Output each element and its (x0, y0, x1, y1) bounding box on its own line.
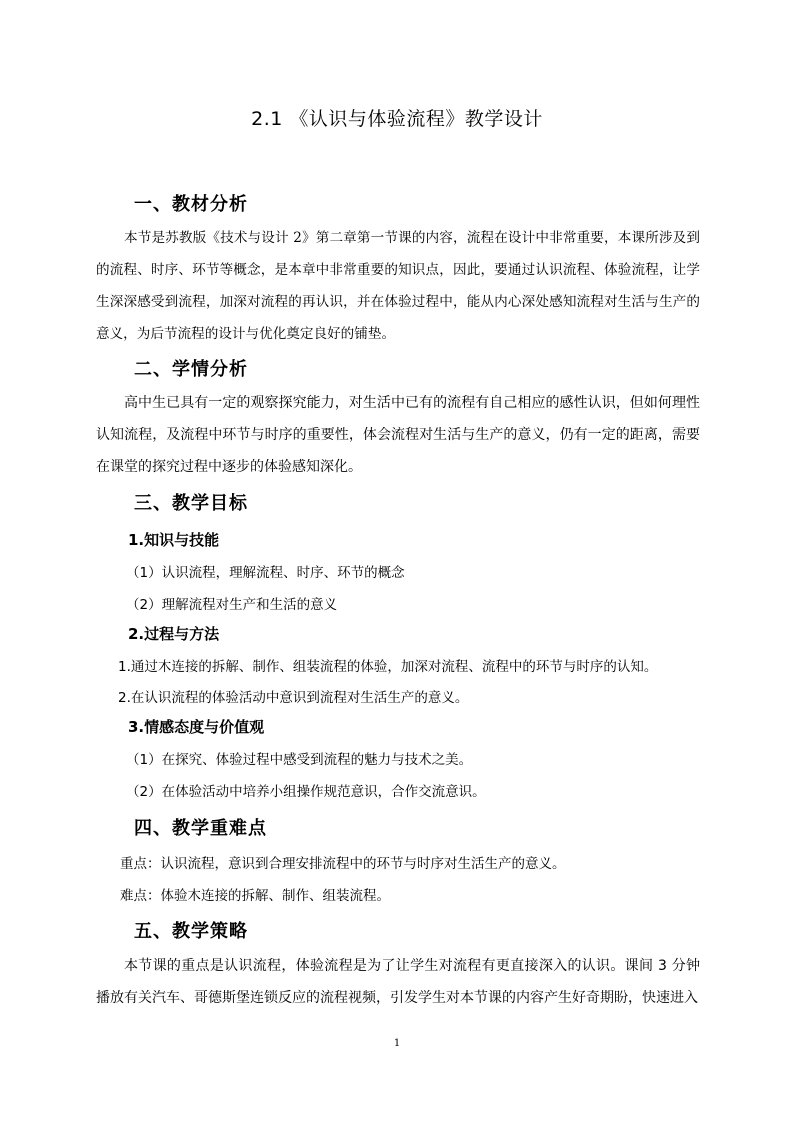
subheading-process-methods: 2.过程与方法 (128, 625, 220, 643)
difficult-point-line: 难点：体验木连接的拆解、制作、组装流程。 (120, 888, 390, 904)
subheading-knowledge-skills: 1.知识与技能 (128, 531, 220, 549)
document-title: 2.1 《认识与体验流程》教学设计 (251, 108, 543, 130)
section-heading-learner-analysis: 二、学情分析 (134, 359, 248, 380)
subheading-attitude-values: 3.情感态度与价值观 (128, 718, 265, 736)
key-point-line: 重点：认识流程，意识到合理安排流程中的环节与时序对生活生产的意义。 (120, 856, 566, 872)
section-heading-textbook-analysis: 一、教材分析 (134, 194, 248, 215)
paragraph-textbook-analysis: 本节是苏教版《技术与设计 2》第二章第一节课的内容，流程在设计中非常重要，本课所涉及到的流程、时序、环节等概念，是本章中非常重要的知识点，因此，要通过认识流程、体验流程，让学生深深感受到流程，加深对流程的再认识，并在体验过程中，能从内心深处感知流程对生活与生产的意义，为后节流程的设计与优化奠定良好的铺垫。 (96, 230, 700, 342)
paragraph-learner-analysis: 高中生已具有一定的观察探究能力，对生活中已有的流程有自己相应的感性认识，但如何理性认知流程，及流程中环节与时序的重要性，体会流程对生活与生产的意义，仍有一定的距离，需要在课堂的探究过程中逐步的体验感知深化。 (96, 395, 700, 475)
goal-item: （1）在探究、体验过程中感受到流程的魅力与技术之美。 (126, 752, 473, 768)
paragraph-teaching-strategy: 本节课的重点是认识流程，体验流程是为了让学生对流程有更直接深入的认识。课间 3 分钟播放有关汽车、哥德斯堡连锁反应的流程视频，引发学生对本节课的内容产生好奇期盼，快速进入 (96, 958, 700, 1006)
page-number: 1 (393, 1038, 401, 1049)
goal-item: （2）在体验活动中培养小组操作规范意识，合作交流意识。 (126, 784, 486, 800)
section-heading-key-difficult-points: 四、教学重难点 (134, 818, 267, 839)
goal-item: 2.在认识流程的体验活动中意识到流程对生活生产的意义。 (118, 690, 469, 706)
goal-item: 1.通过木连接的拆解、制作、组装流程的体验，加深对流程、流程中的环节与时序的认知。 (118, 659, 658, 675)
goal-item: （1）认识流程，理解流程、时序、环节的概念 (126, 565, 405, 581)
goal-item: （2）理解流程对生产和生活的意义 (126, 597, 338, 613)
section-heading-teaching-goals: 三、教学目标 (134, 493, 248, 514)
section-heading-teaching-strategy: 五、教学策略 (134, 921, 248, 942)
